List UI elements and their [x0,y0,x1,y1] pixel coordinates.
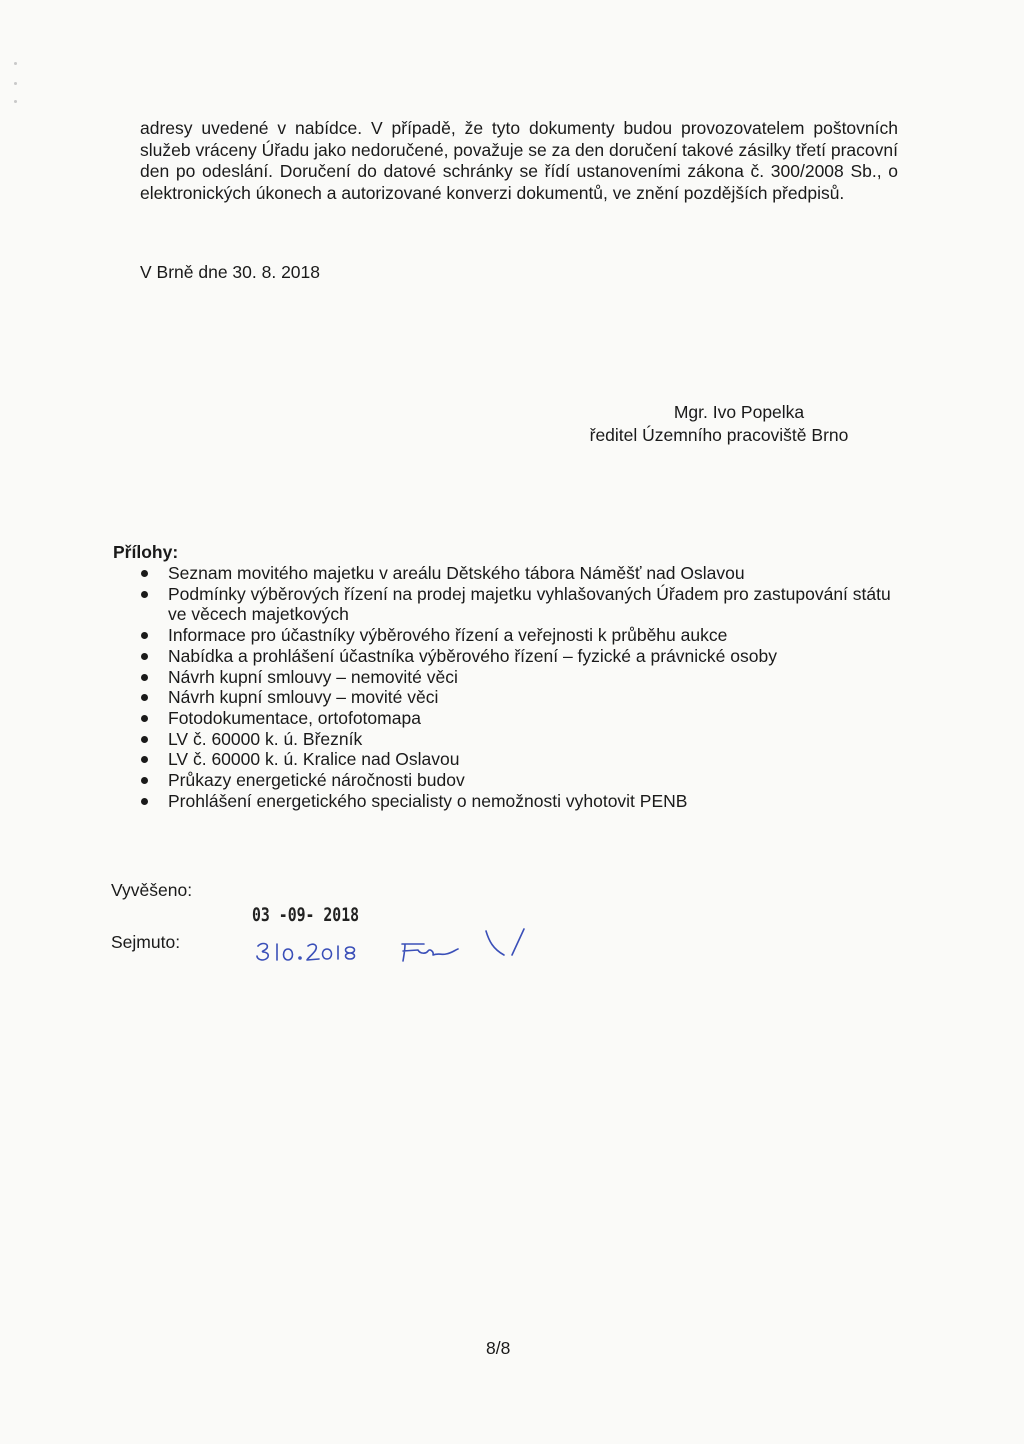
scan-speck [14,62,17,65]
handwritten-mark [512,929,524,955]
list-item: Informace pro účastníky výběrového řízení a veřejnosti k průběhu aukce [113,625,903,646]
list-item: Fotodokumentace, ortofotomapa [113,708,903,729]
handwritten-mark [486,931,504,955]
list-item: LV č. 60000 k. ú. Březník [113,729,903,750]
page-number: 8/8 [486,1338,511,1358]
signer-title: ředitel Územního pracoviště Brno [589,425,849,445]
scan-speck [14,82,17,85]
handwritten-signature-stroke [402,944,458,961]
handwritten-digit-2 [307,944,319,960]
handwritten-digit-0 [323,949,332,959]
handwritten-digit-3 [257,944,268,960]
list-item: Podmínky výběrových řízení na prodej majetku vyhlašovaných Úřadem pro zastupování státu ve věcech majetkových [113,584,903,625]
list-item: Prohlášení energetického specialisty o nemožnosti vyhotovit PENB [113,791,903,812]
attachments-list [113,563,903,811]
handwritten-dot [299,957,301,959]
list-item: Návrh kupní smlouvy – nemovité věci [113,667,903,688]
list-item: Návrh kupní smlouvy – movité věci [113,687,903,708]
attachments-heading: Přílohy: [113,542,179,562]
posted-date-stamp: 03 -09- 2018 [252,904,360,926]
handwritten-digit-8 [346,947,355,959]
signature-block [540,401,898,447]
list-item: Průkazy energetické náročnosti budov [113,770,903,791]
posted-label: Vyvěšeno: [111,880,193,900]
removed-label: Sejmuto: [111,932,181,952]
intro-paragraph: adresy uvedené v nabídce. V případě, že tyto dokumenty budou provozovatelem poštovních služeb vráceny Úřadu jako nedoručené, považuje se za den doručení takové zásilky třetí pracovní den po odeslání. Doručení do datové schránky se řídí ustanoveními zákona č. 300/2008 Sb., o elektronických úkonech a autorizované konverzi dokumentů, ve znění pozdějších předpisů. [140,118,898,203]
list-item: LV č. 60000 k. ú. Kralice nad Oslavou [113,749,903,770]
handwritten-digit-0 [284,949,293,960]
handwritten-removal-date-and-signature [252,925,542,975]
signer-name: Mgr. Ivo Popelka [673,402,805,422]
list-item: Nabídka a prohlášení účastníka výběrového řízení – fyzické a právnické osoby [113,646,903,667]
place-and-date: V Brně dne 30. 8. 2018 [140,262,320,282]
list-item: Seznam movitého majetku v areálu Dětského tábora Náměšť nad Oslavou [113,563,903,584]
scan-speck [14,100,17,103]
